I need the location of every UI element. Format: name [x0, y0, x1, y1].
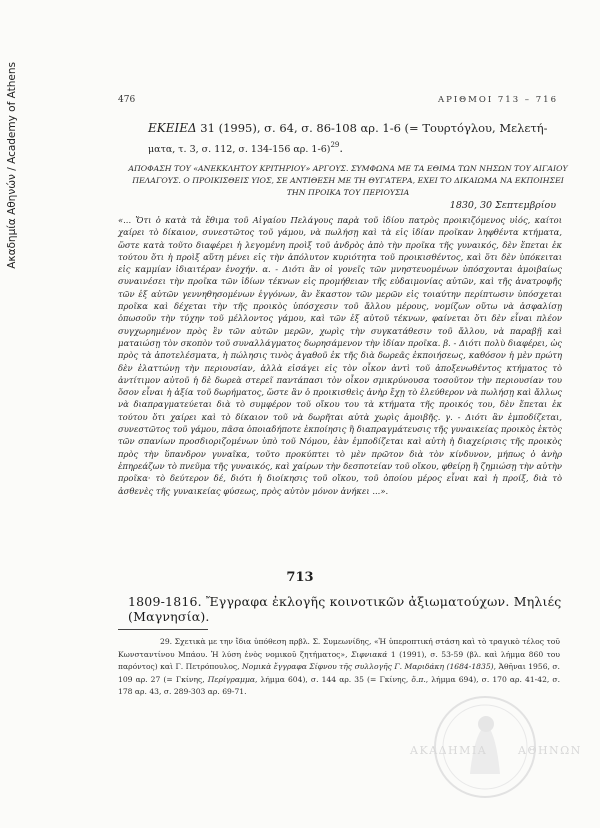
footnote-rule: [118, 629, 208, 630]
footnote-text-4: , λήμμα 604), σ. 144 αρ. 35 (= Γκίνης,: [255, 674, 412, 684]
page-number: 476: [118, 95, 136, 105]
source-details-continued: ματα, τ. 3, σ. 112, σ. 134-156 αρ. 1-6): [148, 143, 331, 155]
source-abbreviation: ΕΚΕΙΕΔ: [148, 121, 197, 135]
footnote-ref: 29: [330, 141, 340, 149]
footnote-number: 29.: [160, 637, 173, 646]
source-details: 31 (1995), σ. 64, σ. 86-108 αρ. 1-6 (= Τουρτόγλου, Μελετή-: [196, 121, 548, 135]
document-heading: ΑΠΟΦΑΣΗ ΤΟΥ «ΑΝΕΚΚΛΗΤΟΥ ΚΡΙΤΗΡΙΟΥ» ΑΡΓΟΥΣ. ΣΥΜΦΩΝΑ ΜΕ ΤΑ ΕΘΙΜΑ ΤΩΝ ΝΗΣΩΝ ΤΟΥ ΑΙΓΑΙΟΥ ΠΕΛΑΓΟΥΣ. Ο ΠΡΟΙΚΙΣΘΕΙΣ ΥΙΟΣ, ΣΕ ΑΝΤΙΘΕΣΗ ΜΕ ΤΗ ΘΥΓΑΤΕΡΑ, ΕΧΕΙ ΤΟ ΔΙΚΑΙΩΜΑ ΝΑ ΕΚΠΟΙΗΣΕΙ ΤΗΝ ΠΡΟΙΚΑ ΤΟΥ ΠΕΡΙΟΥΣΙΑ: [128, 164, 568, 197]
source-reference: [148, 120, 560, 158]
seal-text-left: ΑΚΑΔΗΜΙΑ: [410, 744, 488, 757]
footnote-text-1: Σχετικὰ με την ἴδια ὑπόθεση πρβλ. Σ. Συμεωνίδης, «Ἡ ὑπεροπτική στάση καὶ τὸ τραγικὸ τέλος τοῦ Κωνσταντίνου Μπάου. Ἡ λύση ἑνὸς νομικοῦ ζητήματος»,: [118, 637, 560, 659]
footnote-text-2: 1 (1991), σ. 53-59 (βλ. καὶ λήμμα 860 του παρόντος) καὶ Γ. Πετρόπουλος,: [118, 649, 560, 672]
footnote-book: Νομικὰ ἔγγραφα Σίφνου τῆς συλλογῆς Γ. Μαριδάκη (1684-1835): [242, 662, 494, 672]
document-date: 1830, 30 Σεπτεμβρίου: [449, 200, 556, 211]
running-head: ΑΡΙΘΜΟΙ 713 – 716: [437, 95, 558, 105]
footnote-text-5: , λήμμα 694), σ. 170 αρ. 41-42, σ. 178 αρ. 43, σ. 289-303 αρ. 69-71.: [118, 674, 560, 697]
seal-text-right: ΑΘΗΝΩΝ: [518, 744, 582, 757]
document-number: 713: [286, 570, 314, 585]
source-end: .: [339, 140, 344, 155]
body-text: «... Ὅτι ὁ κατὰ τὰ ἔθιμα τοῦ Αἰγαίου Πελάγους παρὰ τοῦ ἰδίου πατρὸς προικιζόμενος υἱός, καίτοι χαίρει τὸ δίκαιον, συνεστῶτος τοῦ γάμου, νὰ πωλήσῃ καὶ τὰ εἰς ἰδίαν προῖκαν ληφθέντα κτήματα, ὥστε κατὰ τοῦτο διαφέρει ἡ λεγομένη προὶξ τοῦ ἀνδρὸς ἀπὸ τὴν προῖκα τῆς γυναικός, δὲν ἕπεται ἐκ τούτου ὅτι ἡ προὶξ αὕτη μένει εἰς τὴν ἀπόλυτον κυριότητα τοῦ προικισθέντος, καὶ ὅτι δὲν ὑπόκειται εἰς καμμίαν ἰδιαιτέραν ἐνοχήν. α. - Διότι ἂν οἱ γονεῖς τῶν μνηστευομένων ὑπόσχονται ἀμοιβαίως συναινέσει τὴν προῖκα τῶν ἰδίων τέκνων εἰς προμήθειαν τῆς εὐδαιμονίας αὐτῶν, καὶ τῆς ἀνατροφῆς τῶν ἐξ αὐτῶν γεννηθησομένων ἐγγόνων, ἂν ἕκαστον τῶν μερῶν εἰς τοιαύτην περίπτωσιν ὑπόσχεται προῖκα καὶ δέχεται τὴν τῆς προικὸς ὑπόσχεσιν τοῦ ἄλλου μέρους, νομίζων οὕτω νὰ ἀσφαλίσῃ ὁπωσοῦν τὴν τύχην τοῦ μέλλοντος γάμου, καὶ τῶν ἐξ αὐτοῦ τέκνων, φαίνεται ὅτι δὲν εἶναι πλέον συγχωρημένον πρὸς ἓν τῶν αὐτῶν μερῶν, χωρὶς τὴν συγκατάθεσιν τοῦ ἄλλου, νὰ παραβῇ καὶ ματαιώσῃ τὸν σκοπὸν τοῦ συναλλάγματος δωρησάμενον τὴν ἰδίαν προῖκα. β. - Διότι πολὺ διαφέρει, ὡς πρὸς τὰ ἀποτελέσματα, ἡ πώλησις τινὸς ἀγαθοῦ ἐκ τῆς διὰ δωρεᾶς ἐκποιήσεως, καθόσον ἡ μὲν πρώτη δὲν ἐλαττώνῃ τὴν περιουσίαν, ἀλλὰ εἰσάγει εἰς τὸν οἶκον ἀντὶ τοῦ ἀποξενωθέντος κτήματος τὸ ἀντίτιμον αὐτοῦ ἡ δὲ δωρεὰ στερεῖ παντάπασι τὸν οἶκον σμικρύνουσα τοσοῦτον τὴν περιουσίαν του ὅσον εἶναι ἡ ἀξία τοῦ δωρήματος, ὥστε ἂν ὁ προικισθεὶς ἀνὴρ ἔχῃ τὸ ἐλεύθερον νὰ πωλήσῃ καὶ ἄλλως νὰ διαπραγματεύεται διὰ τὸ συμφέρον τοῦ οἴκου του τὰ κτήματα τῆς προικός του, δὲν ἕπεται ἐκ τούτου ὅτι χαίρει καὶ τὸ δίκαιον τοῦ νὰ δωρῆται αὐτὰ χωρὶς ἀμοιβῆς. γ. - Διότι ἂν ἐμποδίζεται, συνεστῶτος τοῦ γάμου, πᾶσα ὁποιαδήποτε ἐκποίησις ἢ διαπραγμάτευσις τῆς γυναικείας προικὸς ἐκτὸς τῶν σπανίων προσδιοριζομένων ὑπὸ τοῦ Νόμου, ἐὰν ἐμποδίζεται καὶ αὐτὴ ἡ διαχείρισις τῆς προικὸς πρὸς τὴν ὕπανδρον γυναῖκα, τοῦτο προκύπτει τὸ μὲν πρῶτον διὰ τὸν κίνδυνον, μήπως ὁ ἀνὴρ ἐπηρεάζων τὸ πνεῦμα τῆς γυναικός, καὶ χαίρων τὴν δεσποτείαν τοῦ οἴκου, φθείρῃ ἢ ζημιώσῃ τὴν αὐτὴν προῖκα· τὸ δεύτερον δέ, διότι ἡ διοίκησις τοῦ οἴκου, τοῦ ὁποίου μέρος εἶναι καὶ ἡ προίξ, διὰ τὸ ἀσθενὲς τῆς γυναικείας φύσεως, πρὸς αὐτὸν μόνον ἀνήκει ...».: [118, 215, 562, 496]
footnote-abbr: Περίγραμμα: [207, 674, 256, 684]
side-watermark-text: Ακαδημία Αθηνών / Academy of Athens: [6, 61, 18, 269]
footnote-text-3: , Ἀθῆναι 1956, σ. 109 αρ. 27 (= Γκίνης,: [118, 662, 560, 684]
footnote-journal: Σιφνιακά: [350, 649, 388, 659]
academy-seal-watermark: [400, 692, 582, 802]
footnote-abbr-2: ὅ.π.: [411, 674, 426, 684]
side-watermark: [4, 0, 20, 330]
document-title: 1809-1816. Ἔγγραφα ἐκλογῆς κοινοτικῶν ἀξιωματούχων. Μηλιές (Μαγνησία).: [128, 594, 562, 624]
footnote: [118, 636, 560, 699]
